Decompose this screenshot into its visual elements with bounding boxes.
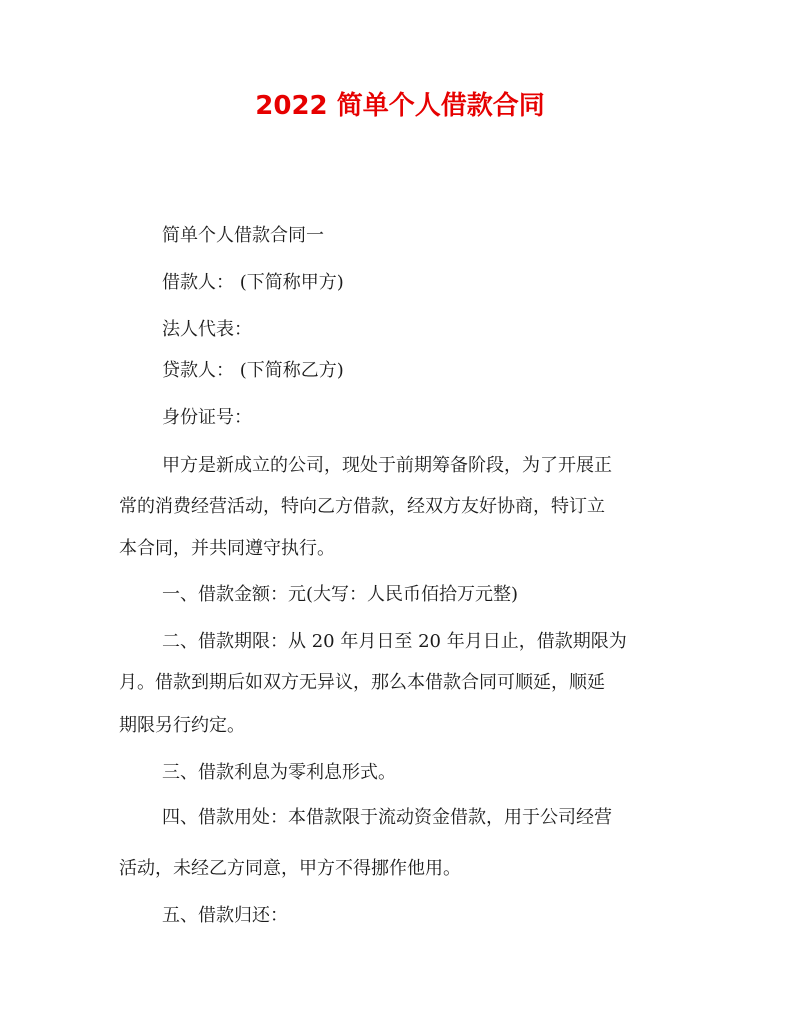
id-number-line: 身份证号：	[162, 407, 252, 428]
clause-loan-amount: 一、借款金额：元(大写：人民币佰拾万元整)	[162, 584, 519, 605]
paragraph-line: 本合同，并共同遵守执行。	[119, 538, 335, 559]
paragraph-line: 期限另行约定。	[119, 715, 245, 736]
legal-representative-line: 法人代表：	[162, 319, 252, 340]
clause-interest: 三、借款利息为零利息形式。	[162, 762, 396, 783]
paragraph-line: 月。借款到期后如双方无异议，那么本借款合同可顺延，顺延	[119, 672, 605, 693]
section-heading: 简单个人借款合同一	[162, 225, 324, 246]
clause-loan-usage: 四、借款用处：本借款限于流动资金借款，用于公司经营	[162, 807, 612, 828]
clause-repayment: 五、借款归还：	[162, 905, 288, 926]
clause-loan-term: 二、借款期限：从 20 年月日至 20 年月日止，借款期限为	[162, 631, 627, 652]
paragraph-line: 常的消费经营活动，特向乙方借款，经双方友好协商，特订立	[119, 496, 605, 517]
document-title: 2022 简单个人借款合同	[255, 91, 545, 121]
paragraph-line: 甲方是新成立的公司，现处于前期筹备阶段，为了开展正	[162, 455, 612, 476]
lender-line: 贷款人： (下简称乙方)	[162, 360, 344, 381]
borrower-line: 借款人： (下简称甲方)	[162, 272, 344, 293]
paragraph-line: 活动，未经乙方同意，甲方不得挪作他用。	[119, 858, 461, 879]
